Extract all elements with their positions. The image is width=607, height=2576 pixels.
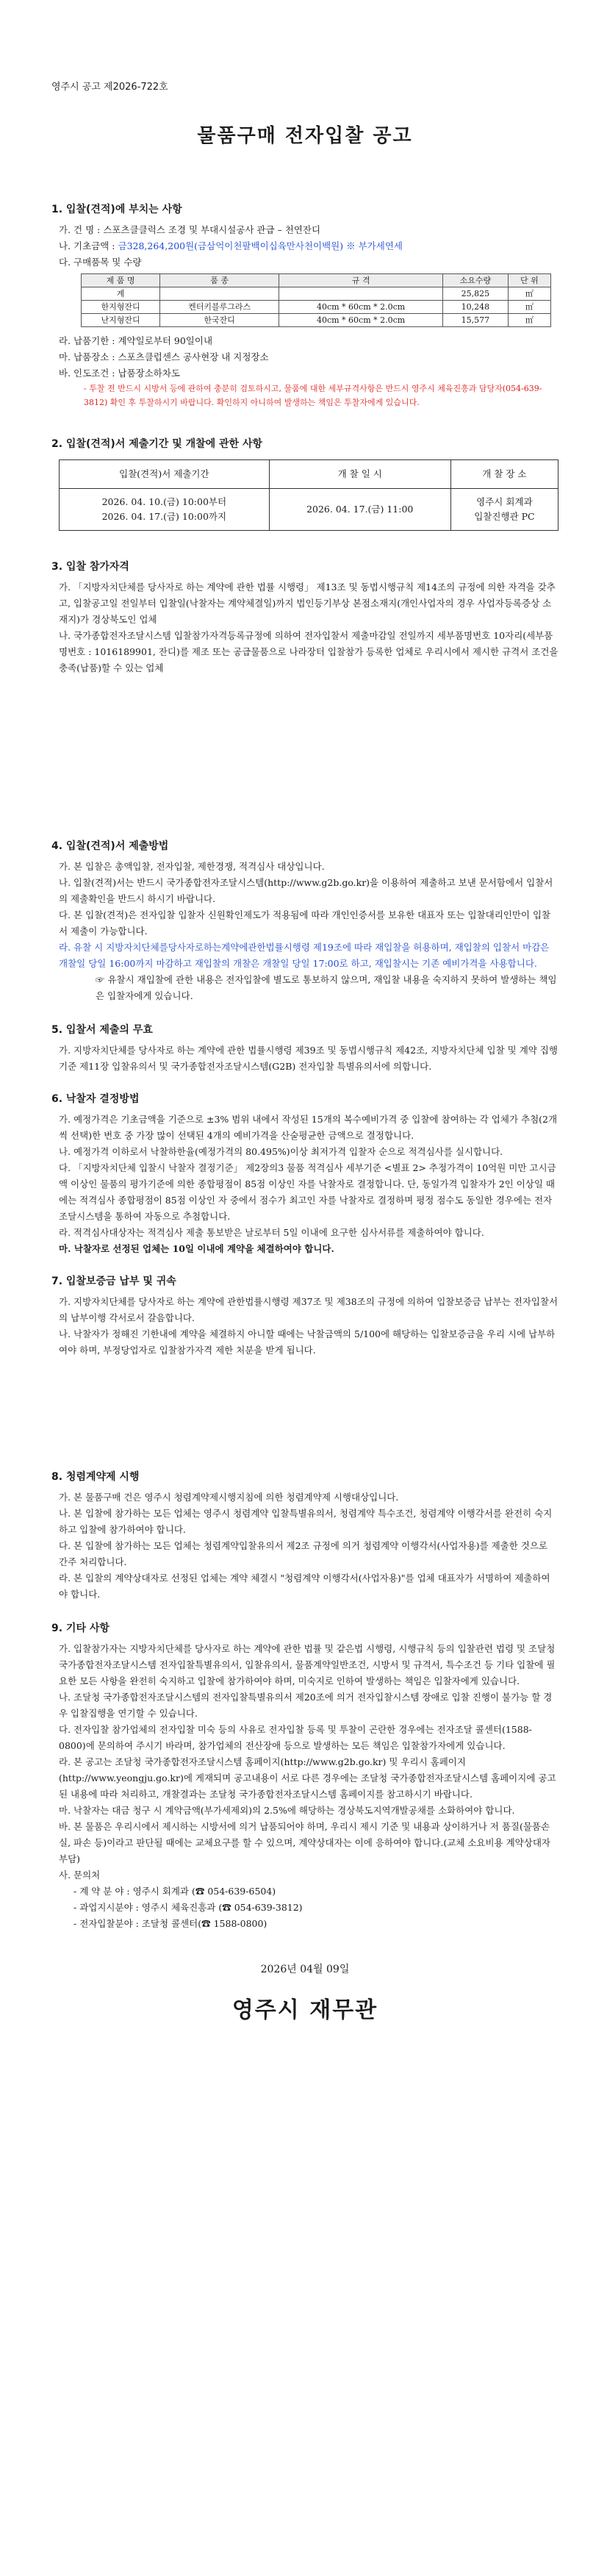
item-9e: 마. 낙찰자는 대금 청구 시 계약금액(부가세제외)의 2.5%에 해당하는 경상북도지역개발공채를 소화하여야 합니다. [59,1805,515,1816]
item-7a: 가. 지방자치단체를 당사자로 하는 계약에 관한법률시행령 제37조 및 제38조의 규정에 의하여 입찰보증금 납부는 전자입찰서의 납부이행 각서로서 갈음합니다. [59,1296,558,1323]
table-row: 계 25,825 ㎡ [82,287,551,301]
section-7-title: 7. 입찰보증금 납부 및 귀속 [51,1276,176,1287]
item-6c: 다. 「지방자치단체 입찰시 낙찰자 결정기준」 제2장의3 물품 적격심사 세부기준 <별표 2> 추정가격이 10억원 미만 고시금액 이상인 물품의 평가기준에 의한 종합평점이 85점 이상인 자를 낙찰자로 결정합니다. 단, 동일가격 입찰자가 2인 이상일 때에는 적격심사 종합평점이 85점 이상인 자 중에서 점수가 최고인 자를 낙찰자로 결정하며 평정 점수도 동일한 경우에는 전자조달시스템을 통하여 자동으로 추첨합니다. [59,1162,556,1222]
item-6e: 마. 낙찰자로 선정된 업체는 10일 이내에 계약을 체결하여야 합니다. [59,1243,334,1254]
item-1b: 나. 기초금액 : 금328,264,200원(금삼억이천팔백이십육만사천이백원) ※ 부가세연세 [59,240,403,251]
item-1e: 마. 납품장소 : 스포츠클럽센스 공사현장 내 지정장소 [59,351,269,362]
item-5a: 가. 지방자치단체를 당사자로 하는 계약에 관한 법률시행령 제39조 및 동법시행규칙 제42조, 지방자치단체 입찰 및 계약 집행기준 제11장 입찰유의서 및 국가종합전자조달시스템(G2B) 전자입찰 특별유의서에 의합니다. [59,1045,558,1072]
item-3a: 가. 「지방자치단체를 당사자로 하는 계약에 관한 법률 시행령」 제13조 및 동법시행규칙 제14조의 규정에 의한 자격을 갖추고, 입찰공고일 전일부터 입찰일(낙찰자는 계약체결일)까지 법인등기부상 본점소재지(개인사업자의 경우 사업자등록증상 소재지)가 경상북도인 업체 [59,582,556,625]
item-4d: 라. 유찰 시 지방자치단체를당사자로하는계약에관한법률시행령 제19조에 따라 재입찰을 허용하며, 재입찰의 입찰서 마감은 개찰일 당일 16:00까지 마감하고 재입찰의 개찰은 개찰일 당일 17:00로 하고, 재입찰시는 기존 예비가격을 사용합니다. [59,942,550,969]
section-3-title: 3. 입찰 참가자격 [51,561,129,573]
base-amount: 금328,264,200원(금삼억이천팔백이십육만사천이백원) [118,240,344,251]
item-3b: 나. 국가종합전자조달시스템 입찰참가자격등록규정에 의하여 전자입찰서 제출마감일 전일까지 세부품명번호 10자리(세부품명번호 : 1016189901, 잔디)를 제조 또는 공급물품으로 나라장터 입찰참가 등록한 업체로 우리시에서 제시한 규격서 조건을 충족(납품)할 수 있는 업체 [59,630,558,673]
page-title: 물품구매 전자입찰 공고 [197,125,413,147]
contact-ebid: - 전자입찰분야 : 조달청 콜센터(☎ 1588-0800) [73,1918,267,1929]
schedule-table: 입찰(견적)서 제출기간 개 찰 일 시 개 찰 장 소 2026. 04. 10.(금) 10:00부터 2026. 04. 17.(금) 10:00까지 2026. 04. 17.(금) 11:00 영주시 회계과 입찰진행관 PC [59,459,558,531]
item-9c: 다. 전자입찰 참가업체의 전자입찰 미숙 등의 사유로 전자입찰 등록 및 투찰이 곤란한 경우에는 전자조달 콜센터(1588-0800)에 문의하여 주시기 바라며, 참가업체의 전산장애 등으로 발생하는 모든 책임은 입찰참가자에게 있습니다. [59,1724,532,1751]
rebid-memo: ☞ 유찰시 재입찰에 관한 내용은 전자입찰에 별도로 통보하지 않으며, 재입찰 내용을 숙지하지 못하여 발생하는 책임은 입찰자에게 있습니다. [96,974,557,1001]
table-row: 난지형잔디 한국잔디 40cm * 60cm * 2.0cm 15,577 ㎡ [82,314,551,327]
item-9b: 나. 조달청 국가종합전자조달시스템의 전자입찰특별유의서 제20조에 의거 전자입찰시스템 장애로 입찰 진행이 불가능 할 경우 입찰집행을 연기할 수 있습니다. [59,1692,553,1719]
item-8b: 나. 본 입찰에 참가하는 모든 업체는 영주시 청렴계약 입찰특별유의서, 청렴계약 특수조건, 청렴계약 이행각서를 완전히 숙지하고 입찰에 참가하여야 합니다. [59,1508,553,1535]
item-8d: 라. 본 입찰의 계약상대자로 선정된 업체는 계약 체결시 "청렴계약 이행각서(사업자용)"를 업체 대표자가 서명하여 제출하여야 합니다. [59,1573,550,1600]
section-4-title: 4. 입찰(견적)서 제출방법 [51,840,169,852]
section-6-title: 6. 낙찰자 결정방법 [51,1093,140,1105]
spec-warning: - 투찰 전 반드시 시방서 등에 관하여 충분히 검토하시고, 물품에 대한 세부규격사항은 반드시 영주시 체육진흥과 담당자(054-639-3812) 확인 후 투찰하시기 바랍니다. 확인하지 아니하여 발생하는 책임은 투찰자에게 있습니다. [84,384,542,407]
issuer: 영주시 재무관 [231,1997,378,2023]
item-table: 제 품 명 품 종 규 격 소요수량 단 위 계 25,825 ㎡ 한지형잔디 켄터키블루그라스 40cm * 60cm * 2.0cm 10,248 ㎡ 난지형잔디 한국잔디 40cm * 60cm * 2.0cm 15,577 ㎡ [81,273,551,327]
item-6d: 라. 적격심사대상자는 적격심사 제출 통보받은 날로부터 5일 이내에 요구한 심사서류를 제출하여야 합니다. [59,1227,484,1238]
section-9-title: 9. 기타 사항 [51,1622,109,1634]
section-8-title: 8. 청렴계약제 시행 [51,1471,140,1483]
notice-number: 영주시 공고 제2026-722호 [51,82,168,93]
item-8c: 다. 본 입찰에 참가하는 모든 업체는 청렴계약입찰유의서 제2조 규정에 의거 청렴계약 이행각서(사업자용)를 제출한 것으로 간주 처리합니다. [59,1540,548,1567]
item-7b: 나. 낙찰자가 정해진 기한내에 계약을 체결하지 아니할 때에는 낙찰금액의 5/100에 해당하는 입찰보증금을 우리 시에 납부하여야 하며, 부정당업자로 입찰참가자격 제한 처분을 받게 됩니다. [59,1328,556,1356]
contact-task: - 과업지시분야 : 영주시 체육진흥과 (☎ 054-639-3812) [73,1902,303,1913]
item-6a: 가. 예정가격은 기초금액을 기준으로 ±3% 범위 내에서 작성된 15개의 복수예비가격 중 입찰에 참여하는 각 업체가 추첨(2개씩 선택)한 번호 중 가장 많이 선택된 4개의 예비가격을 산술평균한 금액으로 결정합니다. [59,1114,558,1141]
section-1-title: 1. 입찰(견적)에 부치는 사항 [51,204,182,215]
item-1c: 다. 구매품목 및 수량 [59,257,142,268]
vat-note: ※ 부가세연세 [346,240,403,251]
item-4b: 나. 입찰(견적)서는 반드시 국가종합전자조달시스템(http://www.g2b.go.kr)을 이용하여 제출하고 보낸 문서함에서 입찰서의 제출확인을 반드시 하시기 바랍니다. [59,877,553,904]
item-8a: 가. 본 물품구매 건은 영주시 청렴계약제시행지침에 의한 청렴계약제 시행대상입니다. [59,1492,399,1503]
table-row: 한지형잔디 켄터키블루그라스 40cm * 60cm * 2.0cm 10,248 ㎡ [82,301,551,314]
item-4c: 다. 본 입찰(견적)은 전자입찰 입찰자 신원확인제도가 적용됨에 따라 개인인증서를 보유한 대표자 또는 입찰대리인만이 입찰서 제출이 가능합니다. [59,909,551,937]
contact-list [51,1883,558,1932]
section-5-title: 5. 입찰서 제출의 무효 [51,1024,153,1036]
section-2-title: 2. 입찰(견적)서 제출기간 및 개찰에 관한 사항 [51,438,263,450]
item-9f: 바. 본 물품은 우리시에서 제시하는 시방서에 의거 납품되어야 하며, 우리시 제시 기준 및 내용과 상이하거나 저 품질(물품손실, 파손 등)이라고 판단될 때에는 교체요구를 할 수 있으며, 계약상대자는 이에 응하여야 합니다.(교체 소요비용 계약상대자 부담) [59,1821,550,1864]
item-9d: 라. 본 공고는 조달청 국가종합전자조달시스템 홈페이지(http://www.g2b.go.kr) 및 우리시 홈페이지 (http://www.yeongju.go.kr)에 게재되며 공고내용이 서로 다른 경우에는 조달청 국가종합전자조달시스템 홈페이지에 공고된 내용에 따라 처리하고, 개찰결과는 조달청 국가종합전자조달시스템 홈페이지를 참고하시기 바랍니다. [59,1756,556,1800]
item-1a: 가. 건 명 : 스포츠클클럭스 조경 및 부대시설공사 관급 – 천연잔디 [59,224,321,235]
notice-document [51,79,558,2023]
item-6b: 나. 예정가격 이하로서 낙찰하한율(예정가격의 80.495%)이상 최저가격 입찰자 순으로 적격심사를 실시합니다. [59,1146,503,1157]
item-4a: 가. 본 입찰은 총액입찰, 전자입찰, 제한경쟁, 적격심사 대상입니다. [59,861,325,872]
table-row: 2026. 04. 10.(금) 10:00부터 2026. 04. 17.(금) 10:00까지 2026. 04. 17.(금) 11:00 영주시 회계과 입찰진행관 PC [60,489,558,531]
notice-date: 2026년 04월 09일 [260,1964,350,1975]
item-9g: 사. 문의처 [59,1870,101,1881]
contact-contract: - 계 약 분 야 : 영주시 회계과 (☎ 054-639-6504) [73,1886,276,1897]
item-9a: 가. 입찰참가자는 지방자치단체를 당사자로 하는 계약에 관한 법률 및 같은법 시행령, 시행규칙 등의 입찰관련 법령 및 조달청국가종합전자조달시스템 전자입찰특별유의서, 입찰유의서, 물품계약일반조건, 시방서 및 규격서, 특수조건 등 기타 입찰에 필요한 모든 사항을 완전히 숙지하고 입찰에 참가하여야 하며, 미숙지로 인하여 발생하는 책임은 입찰자에게 있습니다. [59,1643,556,1686]
item-1f: 바. 인도조건 : 납품장소하차도 [59,368,181,379]
item-1d: 라. 납품기한 : 계약일로부터 90일이내 [59,335,213,346]
